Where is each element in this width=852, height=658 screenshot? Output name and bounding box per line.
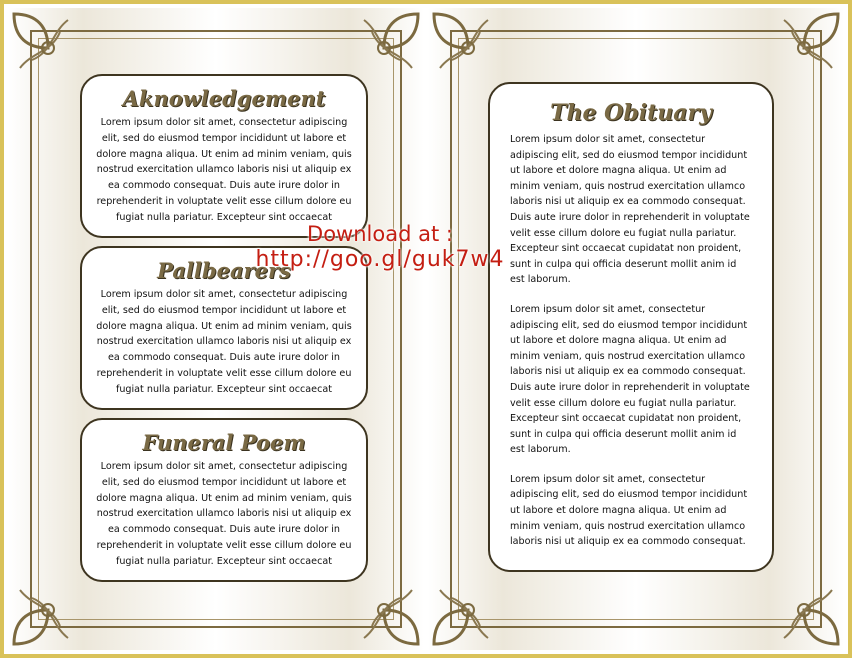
left-page [8, 8, 424, 650]
right-page [428, 8, 844, 650]
acknowledgement-body: Lorem ipsum dolor sit amet, consectetur adipiscing elit, sed do eiusmod tempor incididunt ut labore et dolore magna aliqua. Ut enim ad minim veniam, quis nostrud exercitation ullamco laboris nisi ut aliquip ex ea commodo consequat. Duis aute irure dolor in reprehenderit in voluptate velit esse cillum dolore eu fugiat nulla pariatur. Excepteur sint occaecat [96, 117, 352, 223]
funeral-poem-body: Lorem ipsum dolor sit amet, consectetur adipiscing elit, sed do eiusmod tempor incididunt ut labore et dolore magna aliqua. Ut enim ad minim veniam, quis nostrud exercitation ullamco laboris nisi ut aliquip ex ea commodo consequat. Duis aute irure dolor in reprehenderit in voluptate velit esse cillum dolore eu fugiat nulla pariatur. Excepteur sint occaecat [96, 461, 352, 567]
obituary-paragraph-2: Lorem ipsum dolor sit amet, consectetur adipiscing elit, sed do eiusmod tempor incididunt ut labore et dolore magna aliqua. Ut enim ad minim veniam, quis nostrud exercitation ullamco laboris nisi ut aliquip ex ea commodo consequat. Duis aute irure dolor in reprehenderit in voluptate velit esse cillum dolore eu fugiat nulla pariatur. Excepteur sint occaecat cupidatat non proident, sunt in culpa qui officia deserunt mollit anim id est laborum. [510, 303, 750, 456]
obituary-title: The Obituary [550, 100, 712, 126]
obituary-paragraph-3: Lorem ipsum dolor sit amet, consectetur adipiscing elit, sed do eiusmod tempor incididunt ut labore et dolore magna aliqua. Ut enim ad minim veniam, quis nostrud exercitation ullamco laboris nisi ut aliquip ex ea commodo consequat. [510, 473, 748, 548]
watermark-url: http://goo.gl/guk7w4 [255, 247, 505, 272]
pallbearers-body: Lorem ipsum dolor sit amet, consectetur adipiscing elit, sed do eiusmod tempor incididunt ut labore et dolore magna aliqua. Ut enim ad minim veniam, quis nostrud exercitation ullamco laboris nisi ut aliquip ex ea commodo consequat. Duis aute irure dolor in reprehenderit in voluptate velit esse cillum dolore eu fugiat nulla pariatur. Excepteur sint occaecat [96, 289, 352, 395]
corner-ornament-icon [428, 560, 518, 650]
obituary-card [488, 82, 774, 572]
acknowledgement-card [80, 74, 368, 238]
download-watermark [200, 222, 560, 272]
funeral-poem-card [80, 418, 368, 582]
corner-ornament-icon [754, 560, 844, 650]
watermark-line-1: Download at : [307, 222, 453, 246]
funeral-poem-title: Funeral Poem [142, 430, 306, 455]
acknowledgement-title: Aknowledgement [122, 86, 326, 111]
corner-ornament-icon [754, 8, 844, 98]
obituary-paragraph-1: Lorem ipsum dolor sit amet, consectetur adipiscing elit, sed do eiusmod tempor incididunt ut labore et dolore magna aliqua. Ut enim ad minim veniam, quis nostrud exercitation ullamco laboris nisi ut aliquip ex ea commodo consequat. Duis aute irure dolor in reprehenderit in voluptate velit esse cillum dolore eu fugiat nulla pariatur. Excepteur sint occaecat cupidatat non proident, sunt in culpa qui officia deserunt mollit anim id est laborum. [510, 134, 750, 286]
pallbearers-title: Pallbearers [157, 258, 291, 283]
